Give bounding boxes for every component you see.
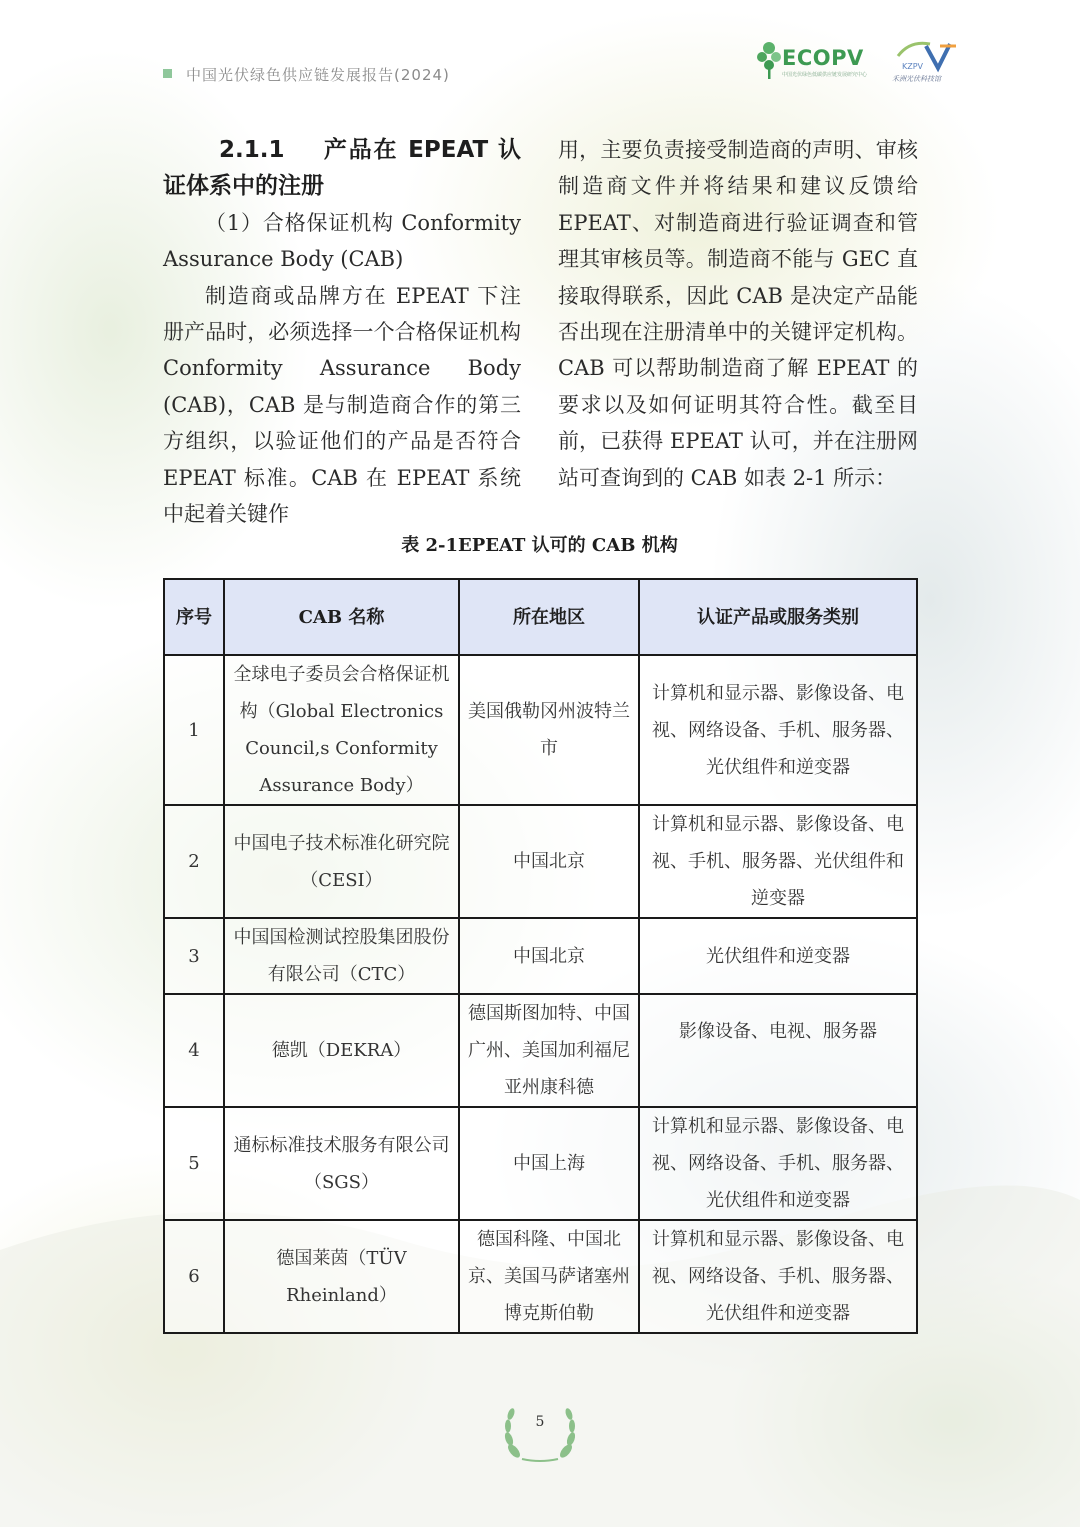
- kzpv-logo: [890, 38, 962, 88]
- kzpv-subtitle: 禾洲光伏科技馆: [892, 75, 941, 83]
- cab-table: [163, 578, 918, 1334]
- ecopv-subtitle: 中国光伏绿色低碳供应链发展研究中心: [782, 72, 868, 78]
- ecopv-leaf-icon: [756, 40, 782, 80]
- cell-cab-name: 德国莱茵（TÜV Rheinland）: [224, 1220, 459, 1333]
- left-column: [163, 132, 521, 532]
- cell-categories: 计算机和显示器、影像设备、电视、网络设备、手机、服务器、光伏组件和逆变器: [639, 1107, 917, 1220]
- cell-region: 中国北京: [459, 918, 639, 994]
- table-row: [164, 805, 917, 918]
- section-heading: [163, 132, 521, 205]
- cell-cab-name: 中国国检测试控股集团股份有限公司（CTC）: [224, 918, 459, 994]
- cell-cab-name: 中国电子技术标准化研究院（CESI）: [224, 805, 459, 918]
- cell-region: 美国俄勒冈州波特兰市: [459, 655, 639, 805]
- cell-index: 1: [164, 655, 224, 805]
- cell-index: 3: [164, 918, 224, 994]
- cell-region: 中国北京: [459, 805, 639, 918]
- paragraph-right: 用，主要负责接受制造商的声明、审核制造商文件并将结果和建议反馈给 EPEAT、对制造商进行验证调查和管理其审核员等。制造商不能与 GEC 直接取得联系，因此 CAB 是决定产品能否出现在注册清单中的关键评定机构。CAB 可以帮助制造商了解 EPEAT 的要求以及如何证明其符合性。截至目前，已获得 EPEAT 认可，并在注册网站可查询到的 CAB 如表 2-1 所示：: [558, 138, 918, 490]
- cell-region: 中国上海: [459, 1107, 639, 1220]
- page-number: 5: [535, 1414, 545, 1430]
- cell-region: 德国斯图加特、中国广州、美国加利福尼亚州康科德: [459, 994, 639, 1107]
- svg-text:KZPV: KZPV: [902, 62, 924, 71]
- paragraph-left: 制造商或品牌方在 EPEAT 下注册产品时，必须选择一个合格保证机构 Conformity Assurance Body (CAB)，CAB 是与制造商合作的第三方组织，以验证他们的产品是否符合 EPEAT 标准。CAB 在 EPEAT 系统中起着关键作: [163, 283, 521, 527]
- table-row: [164, 1220, 917, 1333]
- cell-index: 5: [164, 1107, 224, 1220]
- right-column: [558, 132, 918, 496]
- table-caption: 表 2-1EPEAT 认可的 CAB 机构: [401, 535, 678, 556]
- table-header-row: [164, 579, 917, 655]
- section-number: 2.1.1: [219, 137, 285, 163]
- cell-categories: 计算机和显示器、影像设备、电视、网络设备、手机、服务器、光伏组件和逆变器: [639, 1220, 917, 1333]
- section-title: 产品在 EPEAT 认证体系中的注册: [163, 137, 522, 200]
- kzpv-emblem-icon: [890, 38, 962, 74]
- cell-cab-name: 全球电子委员会合格保证机构（Global Electronics Council,s Conformity Assurance Body）: [224, 655, 459, 805]
- header-cell: CAB 名称: [224, 579, 459, 655]
- ecopv-wordmark: ECOPV: [782, 46, 864, 70]
- table-row: [164, 918, 917, 994]
- ecopv-logo: [756, 40, 868, 80]
- cell-cab-name: 德凯（DEKRA）: [224, 994, 459, 1107]
- header-marker: [163, 69, 172, 78]
- cell-index: 4: [164, 994, 224, 1107]
- cell-region: 德国科隆、中国北京、美国马萨诸塞州博克斯伯勒: [459, 1220, 639, 1333]
- cell-categories: 影像设备、电视、服务器: [639, 994, 917, 1107]
- subheading-cab: （1）合格保证机构 Conformity Assurance Body (CAB): [163, 210, 521, 272]
- cell-categories: 计算机和显示器、影像设备、电视、网络设备、手机、服务器、光伏组件和逆变器: [639, 655, 917, 805]
- header-cell: 认证产品或服务类别: [639, 579, 917, 655]
- table-row: [164, 1107, 917, 1220]
- header-cell: 所在地区: [459, 579, 639, 655]
- cell-categories: 光伏组件和逆变器: [639, 918, 917, 994]
- table-row: [164, 994, 917, 1107]
- report-title: 中国光伏绿色供应链发展报告(2024): [186, 66, 450, 84]
- table-row: [164, 655, 917, 805]
- cell-index: 2: [164, 805, 224, 918]
- header-cell: 序号: [164, 579, 224, 655]
- cell-cab-name: 通标标准技术服务有限公司（SGS）: [224, 1107, 459, 1220]
- cell-categories: 计算机和显示器、影像设备、电视、手机、服务器、光伏组件和逆变器: [639, 805, 917, 918]
- cell-index: 6: [164, 1220, 224, 1333]
